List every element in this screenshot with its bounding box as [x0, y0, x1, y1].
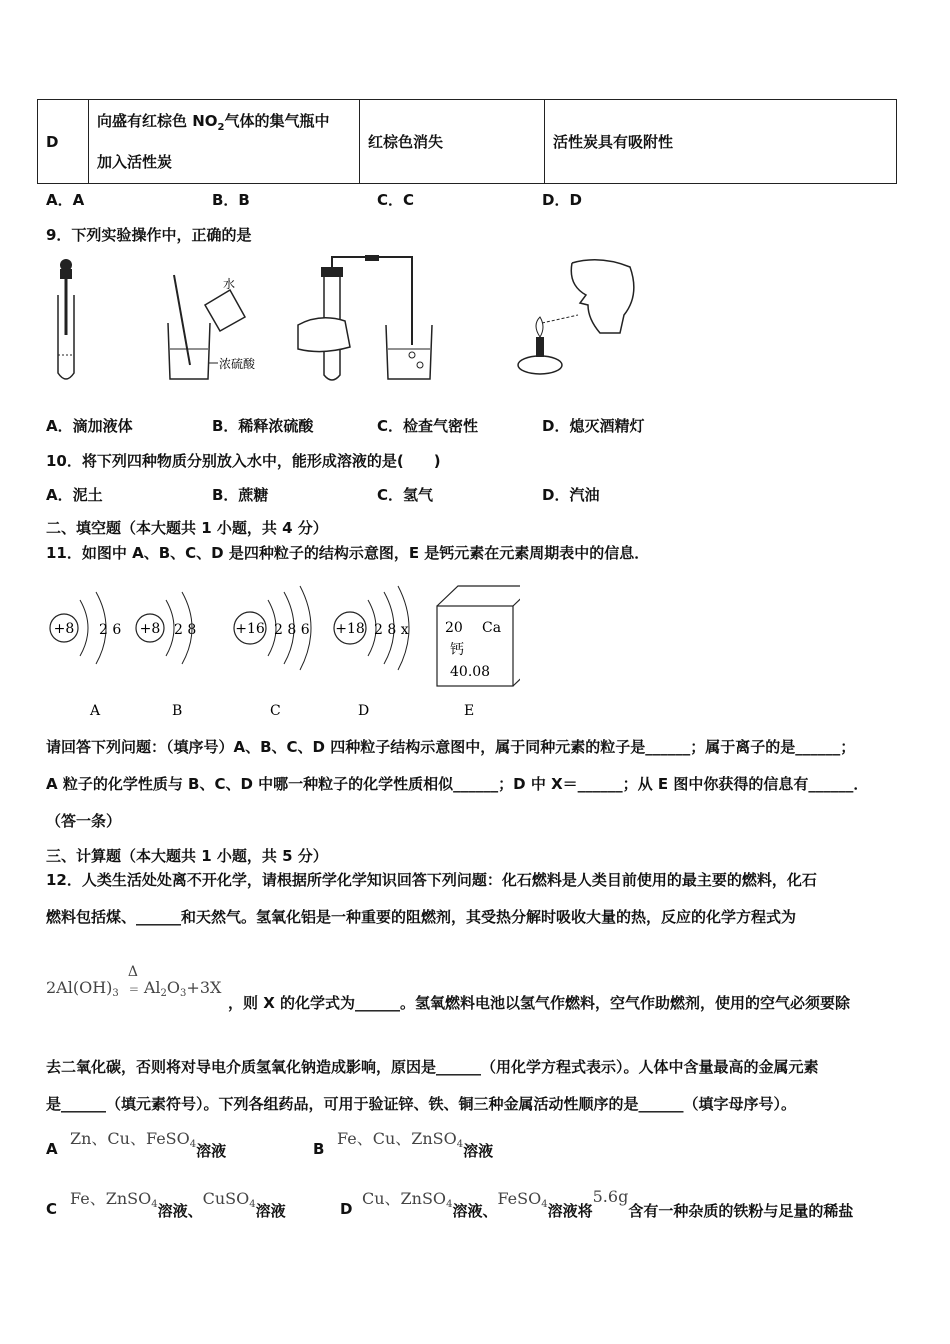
q12-option-c: Fe、ZnSO4溶液、CuSO4溶液	[70, 1189, 286, 1220]
q9-option-d: D．熄灭酒精灯	[542, 417, 645, 435]
q12-option-a: Zn、Cu、FeSO4溶液	[70, 1129, 227, 1160]
element-card-e	[437, 586, 520, 719]
row-letter: D	[38, 100, 89, 184]
q11-line3: （答一条）	[46, 812, 122, 830]
q12-option-b: Fe、Cu、ZnSO4溶液	[337, 1129, 494, 1160]
svg-text:2 6: 2 6	[99, 622, 122, 638]
q12-option-a-letter: A	[46, 1140, 58, 1158]
q12-line3: ，则 X 的化学式为______。氢氧燃料电池以氢气作燃料，空气作助燃剂，使用的空气必须要除	[228, 994, 851, 1012]
q11-stem: 11．如图中 A、B、C、D 是四种粒子的结构示意图，E 是钙元素在元素周期表中的信息．	[46, 544, 650, 562]
q10-option-c: C．氢气	[377, 486, 434, 504]
section-2-heading: 二、填空题（本大题共 1 小题，共 4 分）	[46, 519, 328, 537]
q12-option-d-letter: D	[340, 1200, 353, 1218]
q12-line5: 是______（填元素符号）。下列各组药品，可用于验证锌、铁、铜三种金属活动性顺序的是______（填字母序号）。	[46, 1095, 797, 1113]
atom-d	[334, 586, 409, 719]
alcohol-lamp-figure	[518, 260, 634, 374]
element-mass: 40.08	[450, 664, 491, 680]
svg-text:B: B	[172, 703, 183, 719]
airtight-figure	[298, 255, 432, 380]
atom-b	[136, 592, 196, 719]
q8-option-b: B．B	[212, 191, 250, 209]
q8-option-a: A．A	[46, 191, 85, 209]
svg-text:+8: +8	[53, 621, 75, 637]
q10-option-d: D．汽油	[542, 486, 600, 504]
element-name: 钙	[450, 642, 464, 658]
q12-line1: 12．人类生活处处离不开化学，请根据所学化学知识回答下列问题：化石燃料是人类目前使用的最主要的燃料，化石	[46, 871, 817, 889]
dropper-figure	[58, 259, 74, 379]
equals-delta: Δ =	[127, 964, 139, 996]
svg-text:2 8: 2 8	[174, 622, 197, 638]
svg-text:+16: +16	[235, 621, 265, 637]
conclusion-cell: 活性炭具有吸附性	[545, 100, 897, 184]
q8-option-c: C．C	[377, 191, 415, 209]
svg-text:+8: +8	[139, 621, 161, 637]
chemical-equation: 2Al(OH)3 Δ = Al2O3+3X	[46, 964, 222, 999]
q11-line2: A 粒子的化学性质与 B、C、D 中哪一种粒子的化学性质相似______；D 中 X＝______；从 E 图中你获得的信息有______．	[46, 775, 869, 793]
q12-option-c-letter: C	[46, 1200, 58, 1218]
svg-text:A: A	[90, 703, 101, 719]
element-symbol: Ca	[482, 620, 502, 636]
q12-option-d: Cu、ZnSO4溶液、FeSO4溶液将5.6g含有一种杂质的铁粉与足量的稀盐	[362, 1187, 854, 1220]
phenomenon-cell: 红棕色消失	[360, 100, 545, 184]
atom-c	[234, 586, 311, 719]
table-row	[38, 100, 897, 184]
water-label: 水	[223, 277, 236, 291]
q9-figures	[40, 255, 680, 395]
svg-text:2 8 6: 2 8 6	[274, 622, 310, 638]
q9-option-a: A．滴加液体	[46, 417, 133, 435]
svg-text:+18: +18	[335, 621, 365, 637]
q9-option-b: B．稀释浓硫酸	[212, 417, 314, 435]
q9-option-c: C．检查气密性	[377, 417, 479, 435]
q12-line2: 燃料包括煤、______和天然气。氢氧化铝是一种重要的阻燃剂，其受热分解时吸收大量的热，反应的化学方程式为	[46, 908, 797, 926]
q11-line1: 请回答下列问题：（填序号）A、B、C、D 四种粒子结构示意图中，属于同种元素的粒子是______；属于离子的是______；	[46, 738, 856, 756]
q10-stem: 10．将下列四种物质分别放入水中，能形成溶液的是( )	[46, 452, 441, 470]
acid-label: 浓硫酸	[219, 357, 256, 371]
q12-line4: 去二氧化碳，否则将对导电介质氢氧化钠造成影响，原因是______（用化学方程式表示）。人体中含量最高的金属元素	[46, 1058, 819, 1076]
dilution-figure	[168, 275, 256, 379]
section-3-heading: 三、计算题（本大题共 1 小题，共 5 分）	[46, 847, 328, 865]
atom-diagrams	[40, 582, 520, 722]
element-number: 20	[445, 620, 463, 636]
svg-text:C: C	[270, 703, 281, 719]
q10-option-a: A．泥土	[46, 486, 103, 504]
svg-text:E: E	[464, 703, 475, 719]
svg-text:2 8 x: 2 8 x	[374, 622, 409, 638]
q8-option-d: D．D	[542, 191, 582, 209]
operation-cell: 向盛有红棕色 $NO_2$气体的集气瓶中 加入活性炭	[89, 100, 360, 184]
q12-option-b-letter: B	[313, 1140, 325, 1158]
atom-a	[50, 592, 121, 719]
q10-option-b: B．蔗糖	[212, 486, 269, 504]
svg-text:D: D	[358, 703, 370, 719]
answer-table	[37, 99, 897, 184]
q9-stem: 9．下列实验操作中，正确的是	[46, 226, 252, 244]
